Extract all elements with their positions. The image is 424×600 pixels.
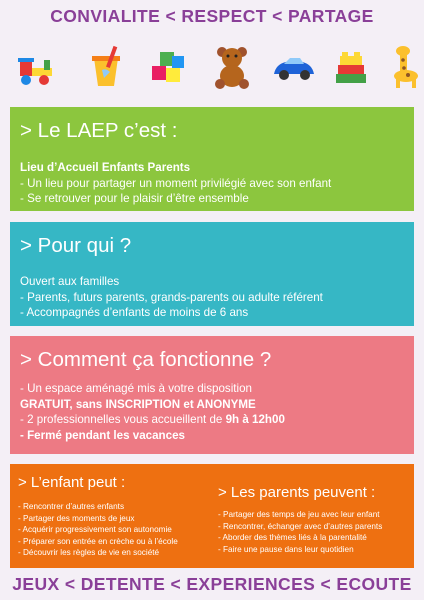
laep-title: > Le LAEP c’est : [20,119,178,142]
teddy-bear-icon [210,44,254,90]
toy-car-icon [272,44,316,90]
header-title: CONVIALITE < RESPECT < PARTAGE [50,6,374,26]
enfant-list [18,501,178,559]
building-blocks-icon [330,44,374,90]
footer-title: JEUX < DETENTE < EXPERIENCES < ECOUTE [12,574,412,594]
laep-body [20,160,331,207]
fonctionnement-hours-line [20,412,285,428]
list-item: - Faire une pause dans leur quotidien [218,544,354,554]
roles-panel [10,464,414,568]
list-item: - Rencontrer, échanger avec d’autres parents [218,521,383,531]
fonctionnement-closed-line: - Fermé pendant les vacances [20,428,185,442]
parents-title: > Les parents peuvent : [218,484,376,501]
list-item: - Partager des temps de jeu avec leur enfant [218,510,380,519]
hours-prefix: - 2 professionnelles vous accueillent de [20,413,226,426]
laep-panel [10,107,414,211]
pour-qui-panel [10,222,414,326]
laep-line: - Un lieu pour partager un moment privilégié avec son enfant [20,176,332,190]
enfant-title: > L’enfant peut : [18,474,126,491]
list-item: - Aborder des thèmes liés à la parentalité [218,533,367,543]
toy-train-icon [14,44,58,90]
fonctionnement-free-line: GRATUIT, sans INSCRIPTION et ANONYME [20,397,256,411]
fonctionnement-title: > Comment ça fonctionne ? [20,348,272,371]
list-item: - Rencontrer d’autres enfants [18,502,125,511]
sand-bucket-icon [84,44,128,90]
enfant-column [18,474,178,559]
pour-qui-line: Ouvert aux familles [20,275,120,288]
laep-line: - Se retrouver pour le plaisir d’être ensemble [20,192,249,205]
list-item: - Acquérir progressivement son autonomie [18,525,172,535]
laep-subtitle: Lieu d’Accueil Enfants Parents [20,161,191,174]
toy-giraffe-icon [382,44,424,90]
pour-qui-title: > Pour qui ? [20,234,132,257]
hours-value: 9h à 12h00 [225,413,285,426]
list-item: - Partager des moments de jeux [18,513,135,523]
toy-cubes-icon [146,44,190,90]
pour-qui-body [20,274,323,321]
fonctionnement-line: - Un espace aménagé mis à votre disposition [20,382,252,395]
pour-qui-line: - Parents, futurs parents, grands-parents ou adulte référent [20,290,323,304]
pour-qui-line: - Accompagnés d’enfants de moins de 6 ans [20,306,249,319]
list-item: - Préparer son entrée en crèche ou à l’école [18,536,178,546]
fonctionnement-panel [10,336,414,454]
fonctionnement-body [20,381,285,443]
parents-list [218,509,382,555]
parents-column [218,484,382,555]
toy-banner [0,44,424,94]
list-item: - Découvrir les règles de vie en société [18,548,160,558]
